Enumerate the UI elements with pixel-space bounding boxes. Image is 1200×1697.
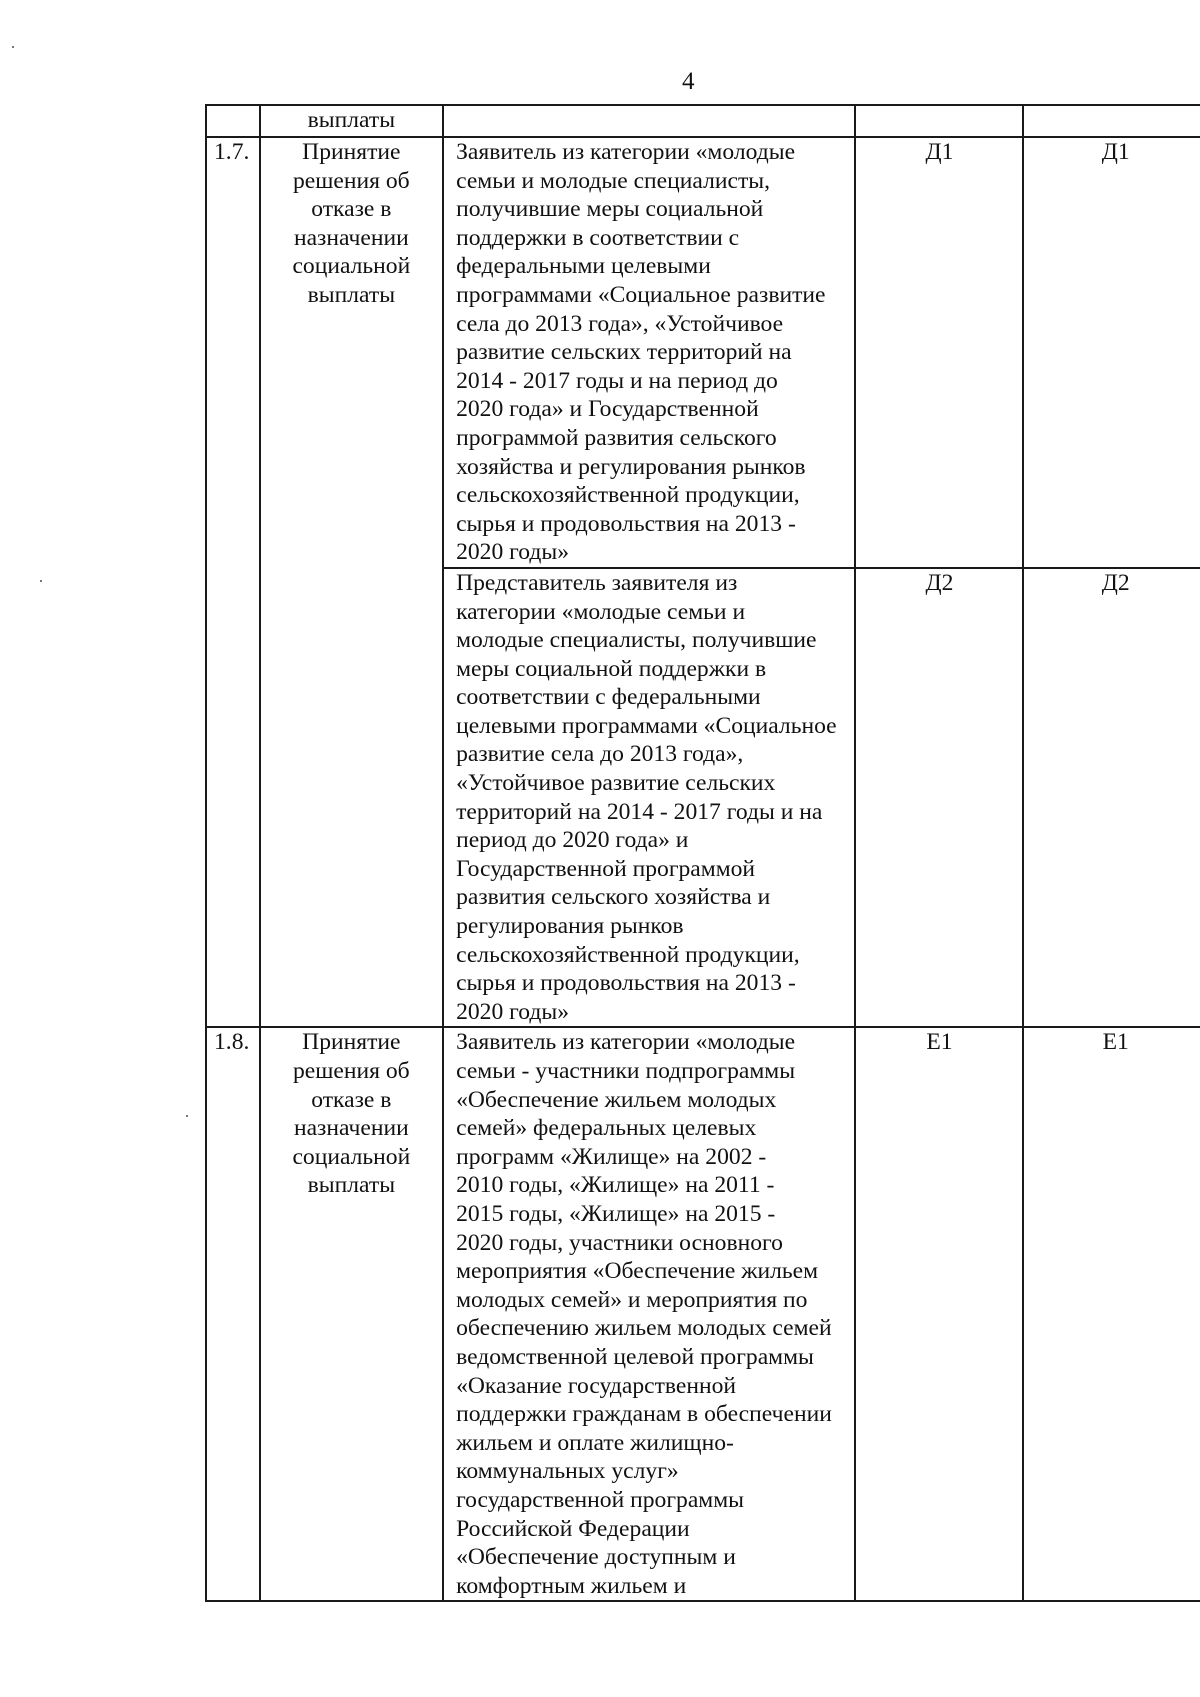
code-cell-col4 [855, 105, 1023, 137]
action-text: Принятие решения об отказе в назначении социальной выплаты [292, 1029, 411, 1199]
code-cell-col5: Д1 [1023, 137, 1200, 568]
scan-speck [40, 580, 42, 582]
row-number-cell: 1.8. [206, 1027, 260, 1601]
scan-speck [12, 46, 14, 48]
table-row-1-7-a [206, 137, 1200, 568]
action-cell [260, 137, 443, 1027]
code-cell-col5: Е1 [1023, 1027, 1200, 1601]
category-cell: Заявитель из категории «молодые семьи и молодые специалисты, получившие меры социальной поддержки в соответствии с федеральными целевыми программами «Социальное развитие села до 2013 года», «Устойчивое развитие сельских территорий на 2014 - 2017 годы и на период до 2020 года» и Государственной программой развития сельского хозяйства и регулирования рынков сельскохозяйственной продукции, сырья и продовольствия на 2013 - 2020 годы» [443, 137, 855, 568]
row-number-cell [206, 105, 260, 137]
category-cell: Представитель заявителя из категории «молодые семьи и молодые специалисты, получившие меры социальной поддержки в соответствии с федеральными целевыми программами «Социальное развитие села до 2013 года», «Устойчивое развитие сельских территорий на 2014 - 2017 годы и на период до 2020 года» и Государственной программой развития сельского хозяйства и регулирования рынков сельскохозяйственной продукции, сырья и продовольствия на 2013 - 2020 годы» [443, 568, 855, 1028]
code-cell-col4: Д2 [855, 568, 1023, 1028]
row-number-cell: 1.7. [206, 137, 260, 1027]
table-row-continuation [206, 105, 1200, 137]
page-number: 4 [682, 68, 695, 95]
code-cell-col4: Е1 [855, 1027, 1023, 1601]
action-cell [260, 1027, 443, 1601]
category-cell: Заявитель из категории «молодые семьи - участники подпрограммы «Обеспечение жильем молодых семей» федеральных целевых программ «Жилище» на 2002 - 2010 годы, «Жилище» на 2011 - 2015 годы, «Жилище» на 2015 - 2020 годы, участники основного мероприятия «Обеспечение жильем молодых семей» и мероприятия по обеспечению жильем молодых семей ведомственной целевой программы «Оказание государственной поддержки гражданам в обеспечении жильем и оплате жилищно- коммунальных услуг» государственной программы Российской Федерации «Обеспечение доступным и комфортным жильем и [443, 1027, 855, 1601]
scan-speck [186, 1115, 188, 1117]
services-table [205, 104, 1200, 1602]
action-cell: выплаты [260, 105, 443, 137]
action-text: Принятие решения об отказе в назначении социальной выплаты [292, 139, 411, 308]
table-row-1-8 [206, 1027, 1200, 1601]
code-cell-col5: Д2 [1023, 568, 1200, 1028]
category-cell [443, 105, 855, 137]
code-cell-col5 [1023, 105, 1200, 137]
code-cell-col4: Д1 [855, 137, 1023, 568]
